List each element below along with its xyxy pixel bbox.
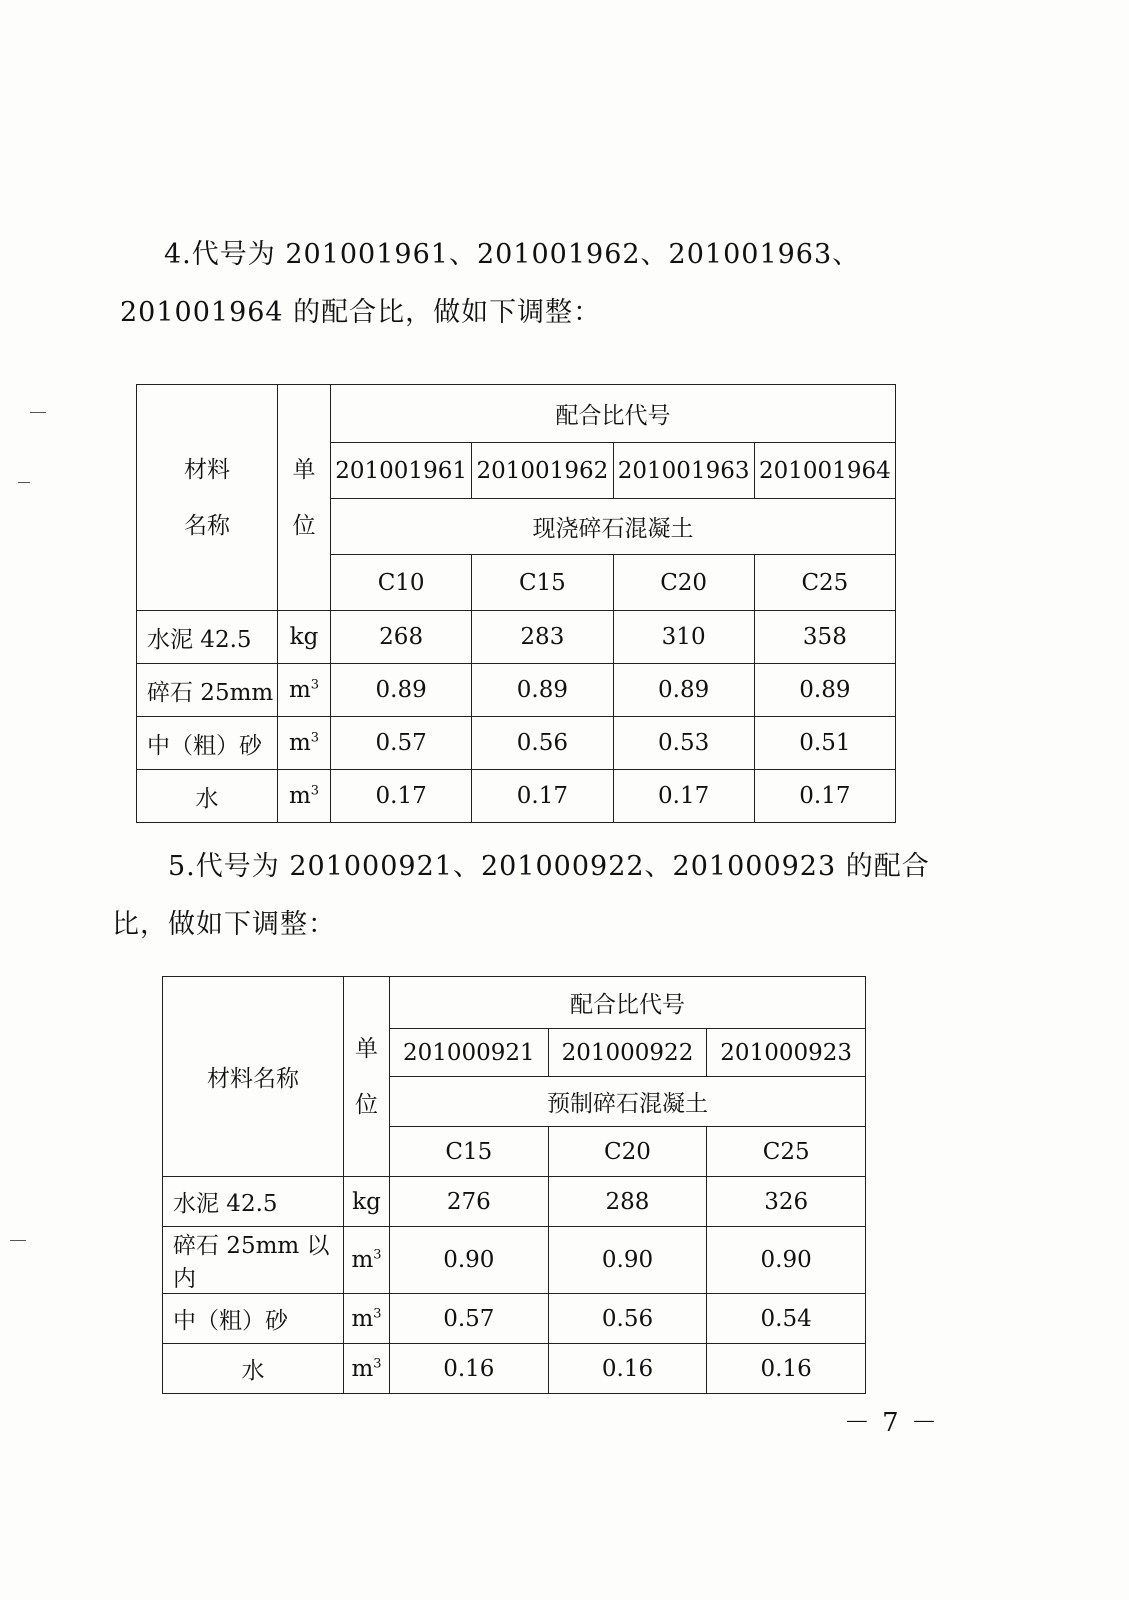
unit-superscript: 3: [310, 730, 320, 746]
value-cell: 358: [754, 611, 895, 664]
material-cell: 水泥 42.5: [137, 611, 278, 664]
concrete-type: 预制碎石混凝土: [390, 1077, 866, 1127]
unit-text: m: [288, 730, 311, 756]
material-cell: 水泥 42.5: [163, 1177, 344, 1227]
grade-cell: C15: [472, 555, 613, 611]
unit-text: m: [351, 1247, 374, 1273]
table-row: [137, 611, 896, 664]
grade-cell: C25: [754, 555, 895, 611]
unit-cell: [278, 664, 331, 717]
grade-cell: C15: [390, 1127, 549, 1177]
material-cell: 水: [163, 1344, 344, 1394]
material-cell: 水: [137, 770, 278, 823]
unit-cell: [344, 1227, 390, 1294]
value-cell: 288: [548, 1177, 707, 1227]
header-material-line2: 名称: [184, 512, 230, 539]
value-cell: 310: [613, 611, 754, 664]
paragraph-item-5: 5.代号为 201000921、201000922、201000923 的配合比，做如下调整：: [112, 851, 930, 940]
code-cell: 201000921: [390, 1029, 549, 1077]
value-cell: 0.90: [548, 1227, 707, 1294]
unit-superscript: 3: [310, 677, 320, 693]
unit-cell: kg: [344, 1177, 390, 1227]
value-cell: 276: [390, 1177, 549, 1227]
scan-speck: [30, 412, 46, 413]
concrete-type: 现浇碎石混凝土: [331, 499, 896, 555]
mix-ratio-table-4: [136, 384, 896, 823]
value-cell: 0.90: [390, 1227, 549, 1294]
page-number: － 7 －: [843, 1408, 939, 1438]
value-cell: 0.17: [472, 770, 613, 823]
value-cell: 0.57: [390, 1294, 549, 1344]
table-row: [137, 770, 896, 823]
material-cell: 中（粗）砂: [137, 717, 278, 770]
header-code: 配合比代号: [331, 385, 896, 443]
unit-superscript: 3: [373, 1355, 382, 1371]
unit-superscript: 3: [373, 1247, 382, 1263]
unit-cell: [344, 1344, 390, 1394]
value-cell: 0.17: [331, 770, 472, 823]
value-cell: 0.89: [754, 664, 895, 717]
header-material-name: 材料名称: [163, 977, 344, 1177]
header-unit-line2: 位: [292, 512, 316, 539]
unit-cell: kg: [278, 611, 331, 664]
header-code: 配合比代号: [390, 977, 866, 1029]
value-cell: 0.89: [331, 664, 472, 717]
code-cell: 201000923: [707, 1029, 866, 1077]
table-row: [137, 717, 896, 770]
grade-cell: C20: [548, 1127, 707, 1177]
material-cell: 中（粗）砂: [163, 1294, 344, 1344]
unit-cell: [278, 770, 331, 823]
value-cell: 283: [472, 611, 613, 664]
header-material-name: [137, 385, 278, 611]
value-cell: 0.16: [390, 1344, 549, 1394]
unit-cell: [278, 717, 331, 770]
header-unit: [344, 977, 390, 1177]
unit-superscript: 3: [373, 1305, 382, 1321]
unit-text: m: [351, 1305, 374, 1332]
value-cell: 0.53: [613, 717, 754, 770]
header-material-line1: 材料: [184, 456, 230, 483]
value-cell: 268: [331, 611, 472, 664]
value-cell: 326: [707, 1177, 866, 1227]
header-unit-line1: 单: [355, 1035, 378, 1062]
value-cell: 0.90: [707, 1227, 866, 1294]
material-cell: 碎石 25mm 以内: [163, 1227, 344, 1294]
material-cell: 碎石 25mm: [137, 664, 278, 717]
value-cell: 0.89: [472, 664, 613, 717]
value-cell: 0.16: [707, 1344, 866, 1394]
table-row: [163, 1177, 866, 1227]
code-cell: 201001964: [754, 443, 895, 499]
table-row: [163, 1294, 866, 1344]
table-row: [163, 1344, 866, 1394]
scan-speck: [18, 482, 30, 483]
value-cell: 0.16: [548, 1344, 707, 1394]
unit-text: m: [288, 783, 311, 809]
unit-superscript: 3: [310, 783, 320, 799]
code-cell: 201001963: [613, 443, 754, 499]
paragraph-item-4: 4.代号为 201001961、201001962、201001963、201001964 的配合比，做如下调整：: [120, 239, 861, 328]
value-cell: 0.17: [754, 770, 895, 823]
grade-cell: C20: [613, 555, 754, 611]
code-cell: 201001962: [472, 443, 613, 499]
unit-text: m: [351, 1355, 374, 1382]
header-unit-line2: 位: [355, 1091, 378, 1118]
grade-cell: C25: [707, 1127, 866, 1177]
table-row: [163, 1227, 866, 1294]
unit-cell: [344, 1294, 390, 1344]
scan-speck: [10, 1240, 26, 1241]
value-cell: 0.17: [613, 770, 754, 823]
value-cell: 0.56: [548, 1294, 707, 1344]
unit-text: m: [288, 677, 311, 703]
mix-ratio-table-5: [162, 976, 866, 1394]
grade-cell: C10: [331, 555, 472, 611]
table-row: [137, 664, 896, 717]
header-unit-line1: 单: [292, 456, 316, 483]
header-unit: [278, 385, 331, 611]
value-cell: 0.51: [754, 717, 895, 770]
value-cell: 0.57: [331, 717, 472, 770]
value-cell: 0.56: [472, 717, 613, 770]
code-cell: 201000922: [548, 1029, 707, 1077]
code-cell: 201001961: [331, 443, 472, 499]
value-cell: 0.89: [613, 664, 754, 717]
value-cell: 0.54: [707, 1294, 866, 1344]
